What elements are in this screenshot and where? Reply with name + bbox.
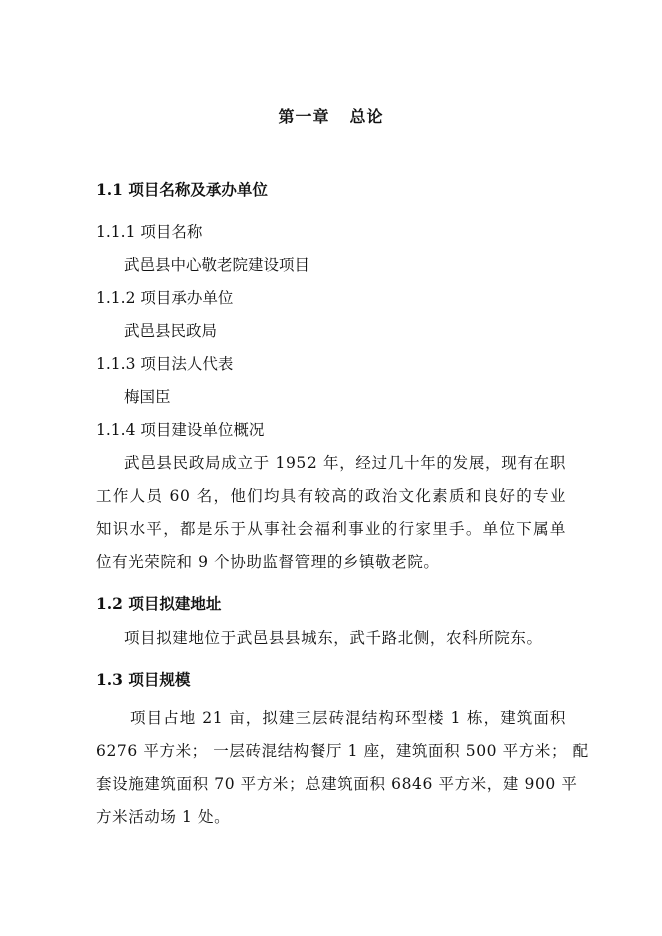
chapter-title [0,107,662,127]
section-heading-1-1: 1.1 项目名称及承办单位 [96,180,268,199]
chapter-number: 第一章 [278,107,330,126]
scale-line-2: 6276 平方米； 一层砖混结构餐厅 1 座，建筑面积 500 平方米； 配 [96,742,589,760]
scale-line-1: 项目占地 21 亩，拟建三层砖混结构环型楼 1 栋，建筑面积 [130,709,566,727]
site-location: 项目拟建地位于武邑县县城东，武千路北侧，农科所院东。 [124,629,543,647]
subsection-heading-1-1-4: 1.1.4 项目建设单位概况 [96,421,265,439]
subsection-heading-1-1-2: 1.1.2 项目承办单位 [96,289,234,307]
project-name: 武邑县中心敬老院建设项目 [124,256,311,274]
overview-line-3: 知识水平，都是乐于从事社会福利事业的行家里手。单位下属单 [96,520,566,538]
section-heading-1-2: 1.2 项目拟建地址 [96,594,222,613]
overview-line-2: 工作人员 60 名，他们均具有较高的政治文化素质和良好的专业 [96,487,566,505]
overview-line-1: 武邑县民政局成立于 1952 年，经过几十年的发展，现有在职 [124,454,566,472]
subsection-heading-1-1-1: 1.1.1 项目名称 [96,223,203,241]
sponsor-unit: 武邑县民政局 [124,322,218,340]
section-heading-1-3: 1.3 项目规模 [96,670,191,689]
scale-line-4: 方米活动场 1 处。 [96,808,231,826]
scale-line-3: 套设施建筑面积 70 平方米；总建筑面积 6846 平方米，建 900 平 [96,775,578,793]
chapter-name: 总论 [349,107,384,126]
overview-line-4: 位有光荣院和 9 个协助监督管理的乡镇敬老院。 [96,553,440,571]
subsection-heading-1-1-3: 1.1.3 项目法人代表 [96,355,234,373]
legal-representative: 梅国臣 [124,388,171,406]
